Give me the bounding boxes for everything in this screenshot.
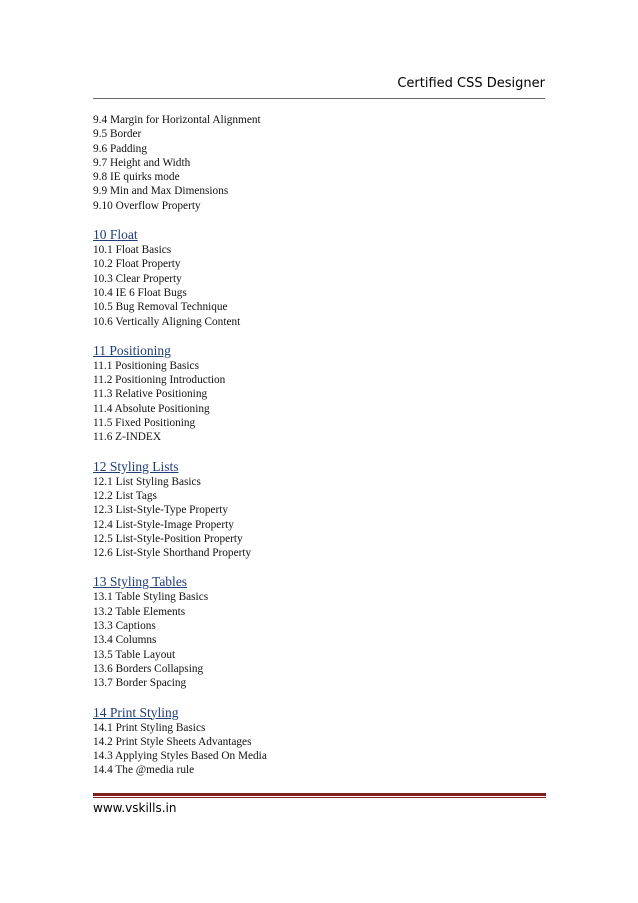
toc-item: 13.3 Captions [93, 620, 156, 633]
toc-item: 10.6 Vertically Aligning Content [93, 315, 241, 328]
toc-item: 10.1 Float Basics [93, 244, 172, 257]
toc-item: 10.5 Bug Removal Technique [93, 301, 228, 314]
section-title[interactable]: 14 Print Styling [93, 704, 179, 720]
toc-item: 13.2 Table Elements [93, 605, 186, 618]
toc-item: 9.8 IE quirks mode [93, 171, 180, 184]
toc-item: 12.4 List-Style-Image Property [93, 518, 234, 531]
toc-item: 11.2 Positioning Introduction [93, 374, 226, 387]
toc-item: 10.4 IE 6 Float Bugs [93, 286, 187, 299]
section-title[interactable]: 12 Styling Lists [93, 458, 179, 474]
toc-item: 11.3 Relative Positioning [93, 388, 208, 401]
section-float [93, 227, 548, 329]
header-rule [93, 98, 545, 99]
toc-content [93, 113, 548, 778]
toc-item: 13.1 Table Styling Basics [93, 591, 209, 604]
toc-item: 9.7 Height and Width [93, 156, 191, 169]
section-positioning [93, 343, 548, 445]
toc-item: 12.5 List-Style-Position Property [93, 532, 243, 545]
toc-item: 12.3 List-Style-Type Property [93, 504, 229, 517]
toc-item: 12.6 List-Style Shorthand Property [93, 547, 252, 560]
toc-item: 11.1 Positioning Basics [93, 359, 199, 372]
toc-item: 9.5 Border [93, 128, 142, 141]
header-title: Certified CSS Designer [397, 76, 545, 91]
section-title[interactable]: 10 Float [93, 227, 138, 243]
section-styling-lists [93, 459, 548, 561]
toc-item: 14.4 The @media rule [93, 764, 195, 777]
toc-item: 12.2 List Tags [93, 489, 157, 502]
toc-item: 11.6 Z-INDEX [93, 431, 161, 444]
footer-rule [93, 793, 546, 796]
toc-item: 13.7 Border Spacing [93, 677, 187, 690]
intro-list [93, 113, 548, 213]
section-styling-tables [93, 574, 548, 690]
toc-item: 13.4 Columns [93, 634, 157, 647]
toc-item: 12.1 List Styling Basics [93, 475, 201, 488]
toc-item: 14.2 Print Style Sheets Advantages [93, 735, 252, 748]
footer-rule-thin [93, 797, 546, 798]
section-title[interactable]: 11 Positioning [93, 342, 171, 358]
toc-item: 9.6 Padding [93, 142, 147, 155]
toc-item: 9.9 Min and Max Dimensions [93, 185, 229, 198]
toc-item: 14.3 Applying Styles Based On Media [93, 750, 267, 763]
toc-item: 13.5 Table Layout [93, 648, 176, 661]
toc-item: 11.5 Fixed Positioning [93, 417, 196, 430]
toc-item: 10.2 Float Property [93, 258, 181, 271]
section-print-styling [93, 705, 548, 778]
toc-item: 14.1 Print Styling Basics [93, 721, 206, 734]
toc-item: 13.6 Borders Collapsing [93, 662, 204, 675]
toc-item: 10.3 Clear Property [93, 272, 182, 285]
toc-item: 11.4 Absolute Positioning [93, 402, 210, 415]
toc-item: 9.4 Margin for Horizontal Alignment [93, 114, 261, 126]
toc-item: 9.10 Overflow Property [93, 199, 201, 212]
section-title[interactable]: 13 Styling Tables [93, 574, 188, 590]
footer-url: www.vskills.in [93, 801, 177, 815]
